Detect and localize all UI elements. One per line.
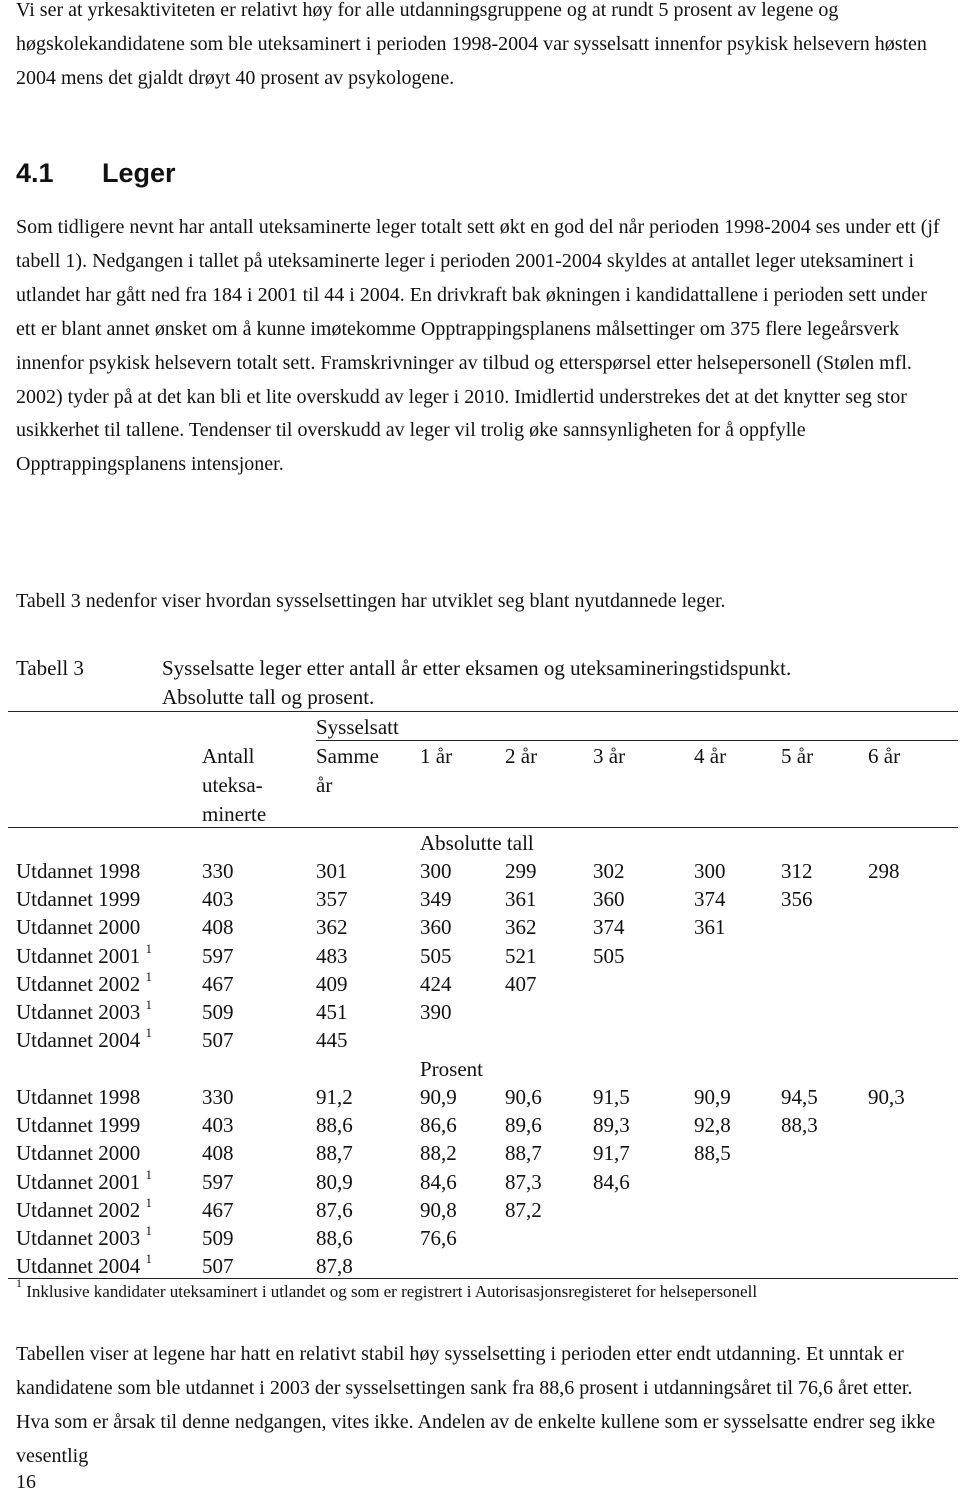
table-title bbox=[162, 654, 952, 712]
table-cell: 88,6 bbox=[316, 1226, 353, 1250]
table-bottom-rule bbox=[8, 1278, 958, 1279]
row-label-text: Utdannet 2002 bbox=[16, 1197, 141, 1222]
table-cell: 312 bbox=[781, 859, 813, 883]
table-cell: 88,2 bbox=[420, 1141, 457, 1166]
table-row-label bbox=[16, 885, 140, 913]
table-cell: 88,6 bbox=[316, 1113, 353, 1138]
row-footnote-marker: 1 bbox=[145, 1025, 152, 1041]
header-sysselsatt: Sysselsatt bbox=[316, 715, 399, 739]
row-label-text: Utdannet 2002 bbox=[16, 971, 141, 996]
header-antall-line-3: minerte bbox=[202, 802, 267, 826]
header-year-1: 1 år bbox=[420, 744, 453, 768]
header-year-5: 5 år bbox=[781, 744, 814, 768]
row-footnote-marker: 1 bbox=[145, 1223, 152, 1238]
row-label-text: Utdannet 2004 bbox=[16, 1028, 141, 1053]
header-year-4: 4 år bbox=[694, 744, 727, 768]
table-row-label bbox=[16, 998, 152, 1026]
conclusion-paragraph: Tabellen viser at legene har hatt en relativt stabil høy sysselsetting i perioden etter endt utdanning. Et unntak er kandidatene som ble utdannet i 2003 der sysselsettingen sank fra 88,6 prosent i utdanningsåret til 76,6 året etter. Hva som er årsak til denne nedgangen, vites ikke. Andelen av de enkelte kullene som er sysselsatte endrer seg ikke vesentlig bbox=[16, 1343, 936, 1467]
table-row-label bbox=[16, 1083, 140, 1111]
table-title-line-2: Absolutte tall og prosent. bbox=[162, 685, 375, 709]
table-row-label bbox=[16, 1168, 152, 1196]
table-cell: 356 bbox=[781, 887, 813, 912]
row-label-text: Utdannet 1999 bbox=[16, 887, 141, 912]
table-cell: 90,3 bbox=[868, 1085, 905, 1109]
table-cell: 94,5 bbox=[781, 1085, 818, 1109]
header-antall-line-2: uteksa- bbox=[202, 773, 263, 797]
intro-paragraph: Vi ser at yrkesaktiviteten er relativt høy for alle utdanningsgruppene og at rundt 5 prosent av legene og høgskolekandidatene som ble uteksaminert i perioden 1998-2004 var sysselsatt innenfor psykisk helsevern høsten 2004 mens det gjaldt drøyt 40 prosent av psykologene. bbox=[16, 0, 927, 89]
table-cell: 505 bbox=[593, 943, 625, 968]
table-cell: 89,3 bbox=[593, 1113, 630, 1138]
table-cell: 507 bbox=[202, 1028, 234, 1053]
table-cell: 509 bbox=[202, 1000, 234, 1024]
row-label-text: Utdannet 2001 bbox=[16, 1169, 141, 1194]
table-cell: 403 bbox=[202, 887, 234, 912]
table-cell: 408 bbox=[202, 915, 234, 940]
table-cell: 409 bbox=[316, 971, 348, 996]
table-cell: 374 bbox=[593, 915, 625, 940]
page-number: 16 bbox=[16, 1471, 36, 1493]
table-intro-paragraph: Tabell 3 nedenfor viser hvordan sysselsettingen har utviklet seg blant nyutdannede leger. bbox=[16, 590, 726, 612]
header-year-2: 2 år bbox=[505, 744, 538, 768]
table-cell: 88,7 bbox=[505, 1141, 542, 1166]
table-cell: 92,8 bbox=[694, 1113, 731, 1138]
header-year-3: 3 år bbox=[593, 744, 626, 768]
table-cell: 88,3 bbox=[781, 1113, 818, 1138]
row-footnote-marker: 1 bbox=[145, 1166, 152, 1182]
table-cell: 88,5 bbox=[694, 1141, 731, 1166]
table-cell: 90,9 bbox=[420, 1085, 457, 1109]
table-cell: 362 bbox=[316, 915, 348, 940]
table-cell: 483 bbox=[316, 943, 348, 968]
table-cell: 451 bbox=[316, 1000, 348, 1024]
table-cell: 298 bbox=[868, 859, 900, 883]
table-cell: 90,8 bbox=[420, 1197, 457, 1222]
table-cell: 407 bbox=[505, 971, 537, 996]
row-label-text: Utdannet 2000 bbox=[16, 915, 141, 940]
table-cell: 330 bbox=[202, 859, 234, 883]
row-label-text: Utdannet 1998 bbox=[16, 859, 141, 883]
table-row-label bbox=[16, 942, 152, 970]
table-cell: 88,7 bbox=[316, 1141, 353, 1166]
table-cell: 361 bbox=[694, 915, 726, 940]
table-cell: 301 bbox=[316, 859, 348, 883]
table-cell: 349 bbox=[420, 887, 452, 912]
row-label-text: Utdannet 2001 bbox=[16, 943, 141, 968]
table-cell: 597 bbox=[202, 943, 234, 968]
table-cell: 90,9 bbox=[694, 1085, 731, 1109]
section-heading bbox=[16, 155, 176, 191]
table-cell: 87,6 bbox=[316, 1197, 353, 1222]
section-title: Leger bbox=[102, 158, 176, 188]
table-cell: 467 bbox=[202, 1197, 234, 1222]
table-cell: 521 bbox=[505, 943, 537, 968]
row-label-text: Utdannet 2000 bbox=[16, 1141, 141, 1166]
table-title-line-1: Sysselsatte leger etter antall år etter eksamen og uteksamineringstidspunkt. bbox=[162, 656, 792, 680]
header-samme-line-1: Samme bbox=[316, 744, 379, 768]
footnote-text: Inklusive kandidater uteksaminert i utlandet og som er registrert i Autorisasjonsregisteret for helsepersonell bbox=[26, 1282, 758, 1301]
table-label: Tabell 3 bbox=[16, 656, 84, 680]
table-cell: 300 bbox=[694, 859, 726, 883]
leger-paragraph: Som tidligere nevnt har antall uteksaminerte leger totalt sett økt en god del når perioden 1998-2004 ses under ett (jf tabell 1). Nedgangen i tallet på uteksaminerte leger i perioden 2001-2004 skyldes at antallet leger uteksaminert i utlandet har gått ned fra 184 i 2001 til 44 i 2004. En drivkraft bak økningen i kandidattallene i perioden sett under ett er blant annet ønsket om å kunne imøtekomme Opptrappingsplanens målsettinger om 375 flere legeårsverk innenfor psykisk helsevern totalt sett. Framskrivninger av tilbud og etterspørsel etter helsepersonell (Stølen mfl. 2002) tyder på at det kan bli et lite overskudd av leger i 2010. Imidlertid understrekes det at det knytter seg stor usikkerhet til tallene. Tendenser til overskudd av leger vil trolig øke sannsynligheten for å oppfylle Opptrappingsplanens intensjoner. bbox=[16, 216, 940, 476]
header-year-6: 6 år bbox=[868, 744, 901, 768]
table-footnote bbox=[16, 1276, 758, 1304]
header-samme-line-2: år bbox=[316, 773, 333, 797]
table-cell: 403 bbox=[202, 1113, 234, 1138]
table-cell: 509 bbox=[202, 1226, 234, 1250]
row-label-text: Utdannet 2003 bbox=[16, 1226, 141, 1250]
table-row-label bbox=[16, 1196, 152, 1224]
row-label-text: Utdannet 2003 bbox=[16, 1000, 141, 1024]
table-cell: 360 bbox=[593, 887, 625, 912]
header-antall-line-1: Antall bbox=[202, 744, 255, 768]
table-row-label bbox=[16, 1026, 152, 1054]
section-percent-label: Prosent bbox=[420, 1057, 483, 1081]
row-footnote-marker: 1 bbox=[145, 968, 152, 984]
table-cell: 362 bbox=[505, 915, 537, 940]
table-cell: 87,8 bbox=[316, 1254, 353, 1279]
table-cell: 507 bbox=[202, 1254, 234, 1279]
table-cell: 84,6 bbox=[593, 1169, 630, 1194]
table-cell: 374 bbox=[694, 887, 726, 912]
row-footnote-marker: 1 bbox=[145, 1251, 152, 1267]
header-group-rule bbox=[316, 740, 958, 741]
table-cell: 357 bbox=[316, 887, 348, 912]
table-cell: 505 bbox=[420, 943, 452, 968]
table-cell: 467 bbox=[202, 971, 234, 996]
table-cell: 91,2 bbox=[316, 1085, 353, 1109]
table-cell: 299 bbox=[505, 859, 537, 883]
table-cell: 445 bbox=[316, 1028, 348, 1053]
footnote-marker: 1 bbox=[16, 1276, 22, 1291]
header-bottom-rule bbox=[8, 827, 958, 828]
table-cell: 360 bbox=[420, 915, 452, 940]
row-footnote-marker: 1 bbox=[145, 1194, 152, 1210]
table-row-label bbox=[16, 1224, 152, 1252]
table-row-label bbox=[16, 1139, 140, 1167]
table-row-label bbox=[16, 1252, 152, 1280]
row-label-text: Utdannet 1999 bbox=[16, 1113, 141, 1138]
table-cell: 302 bbox=[593, 859, 625, 883]
table-cell: 80,9 bbox=[316, 1169, 353, 1194]
row-footnote-marker: 1 bbox=[145, 997, 152, 1012]
table-row-label bbox=[16, 913, 140, 941]
row-label-text: Utdannet 1998 bbox=[16, 1085, 141, 1109]
section-absolute-label: Absolutte tall bbox=[420, 831, 534, 855]
section-number: 4.1 bbox=[16, 158, 54, 188]
table-cell: 87,3 bbox=[505, 1169, 542, 1194]
table-cell: 87,2 bbox=[505, 1197, 542, 1222]
table-cell: 91,5 bbox=[593, 1085, 630, 1109]
table-cell: 597 bbox=[202, 1169, 234, 1194]
table-row-label bbox=[16, 1111, 140, 1139]
table-cell: 91,7 bbox=[593, 1141, 630, 1166]
table-cell: 84,6 bbox=[420, 1169, 457, 1194]
table-cell: 90,6 bbox=[505, 1085, 542, 1109]
table-cell: 390 bbox=[420, 1000, 452, 1024]
table-top-rule bbox=[8, 711, 958, 712]
row-footnote-marker: 1 bbox=[145, 940, 152, 956]
table-cell: 408 bbox=[202, 1141, 234, 1166]
table-row-label bbox=[16, 857, 140, 885]
row-label-text: Utdannet 2004 bbox=[16, 1254, 141, 1279]
table-cell: 424 bbox=[420, 971, 452, 996]
table-cell: 300 bbox=[420, 859, 452, 883]
table-cell: 86,6 bbox=[420, 1113, 457, 1138]
table-cell: 330 bbox=[202, 1085, 234, 1109]
table-row-label bbox=[16, 970, 152, 998]
table-cell: 76,6 bbox=[420, 1226, 457, 1250]
table-cell: 361 bbox=[505, 887, 537, 912]
table-cell: 89,6 bbox=[505, 1113, 542, 1138]
